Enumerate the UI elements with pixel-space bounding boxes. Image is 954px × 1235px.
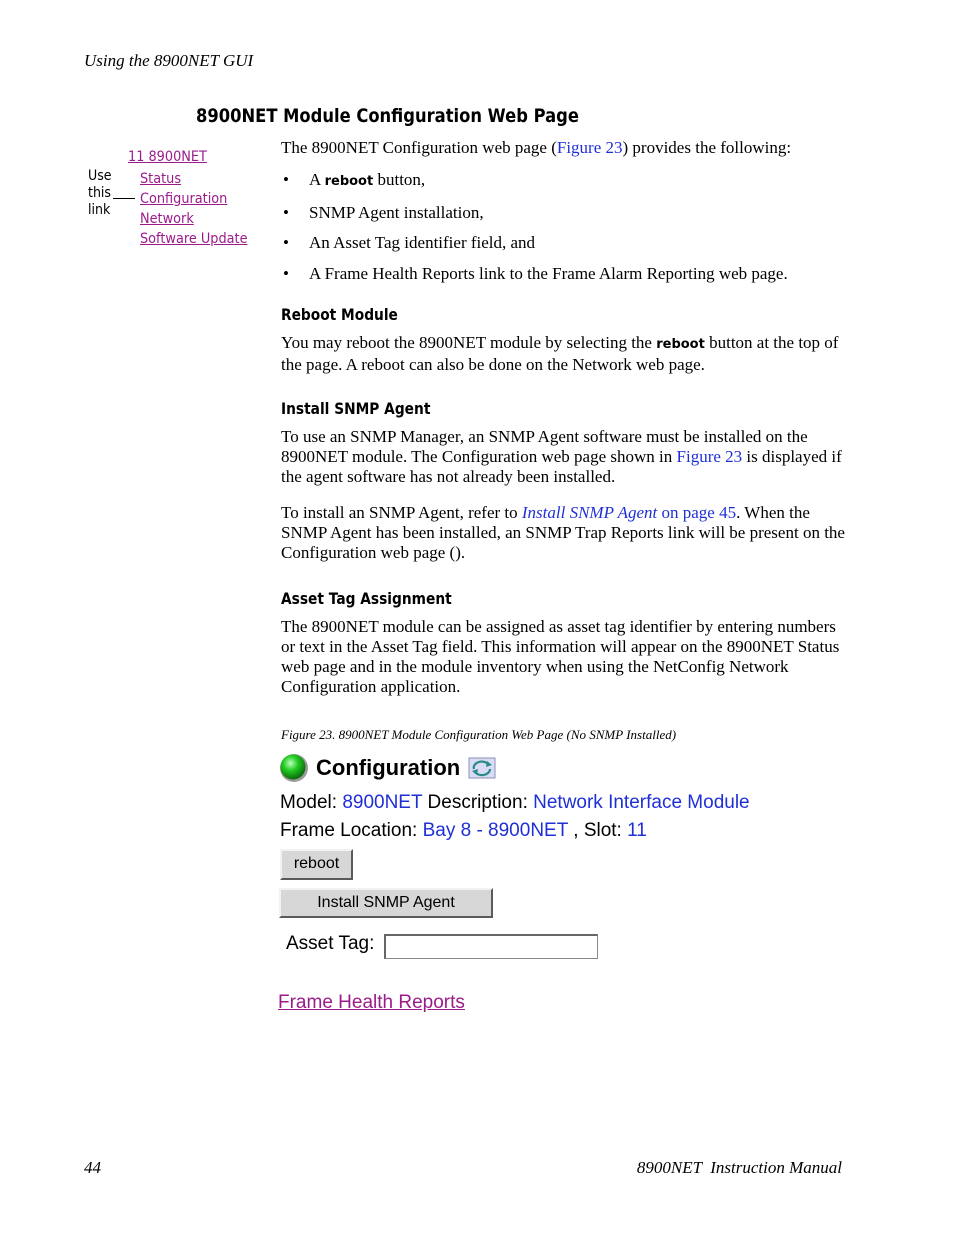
- reboot-heading: Reboot Module: [281, 305, 398, 324]
- leader-line: [113, 198, 135, 199]
- asset-paragraph: The 8900NET module can be assigned as asset tag identifier by entering numbers or text in the Asset Tag field. This information will appear on the 8900NET Status web page and in the module inventory when using the NetConfig Network Configuration application.: [281, 617, 840, 696]
- nav-note-use: Use: [88, 168, 112, 184]
- install-snmp-agent-button[interactable]: Install SNMP Agent: [279, 888, 493, 918]
- reboot-command: reboot: [324, 174, 374, 189]
- figure-link[interactable]: Figure 23: [556, 138, 623, 157]
- feature-list: [281, 170, 861, 294]
- bullet-icon: •: [283, 233, 289, 252]
- description-value: Network Interface Module: [533, 792, 750, 813]
- reboot-paragraph: You may reboot the 8900NET module by selecting the reboot button at the top of the page. A reboot can also be done on the Network web page.: [281, 333, 839, 374]
- location-line: Frame Location: Bay 8 - 8900NET , Slot: 11: [280, 820, 647, 841]
- list-item: • A Frame Health Reports link to the Frame Alarm Reporting web page.: [283, 263, 788, 283]
- snmp-paragraph-2: To install an SNMP Agent, refer to Install SNMP Agent on page 45. When the SNMP Agent has been installed, an SNMP Trap Reports link will be present on the Configuration web page ().: [281, 503, 845, 562]
- frame-location-value: Bay 8 - 8900NET: [422, 820, 568, 841]
- page-link[interactable]: on page 45: [657, 503, 737, 522]
- snmp-heading: Install SNMP Agent: [281, 399, 431, 418]
- page-number: 44: [84, 1158, 101, 1177]
- nav-link-status[interactable]: Status: [140, 171, 182, 187]
- intro-text-end: ) provides the following:: [622, 138, 792, 157]
- nav-note-link: link: [88, 202, 111, 218]
- asset-tag-input[interactable]: [384, 934, 598, 959]
- intro-text: The 8900NET Configuration web page (: [281, 138, 557, 157]
- bullet-icon: •: [283, 170, 289, 189]
- asset-tag-label: Asset Tag:: [286, 933, 375, 954]
- snmp-paragraph-1: To use an SNMP Manager, an SNMP Agent software must be installed on the 8900NET module. The Configuration web page shown in Figure 23 is displayed if the agent software has not already been installed.: [281, 427, 842, 486]
- intro-paragraph: [281, 138, 851, 158]
- nav-note-this: this: [88, 185, 111, 201]
- model-line: Model: 8900NET Description: Network Interface Module: [280, 792, 750, 813]
- nav-link-module[interactable]: 11 8900NET: [128, 149, 207, 165]
- nav-link-configuration[interactable]: Configuration: [140, 191, 228, 207]
- asset-heading: Asset Tag Assignment: [281, 589, 452, 608]
- refresh-icon[interactable]: [468, 757, 496, 779]
- slot-value: 11: [627, 820, 647, 841]
- manual-title: 8900NET Instruction Manual: [636, 1158, 842, 1177]
- bullet-icon: •: [283, 202, 289, 222]
- running-head: Using the 8900NET GUI: [84, 51, 254, 70]
- list-item: • An Asset Tag identifier field, and: [283, 233, 536, 252]
- list-item: • A reboot button,: [283, 170, 426, 189]
- config-page-title: Configuration: [316, 755, 461, 780]
- status-led-icon: [278, 752, 310, 784]
- bullet-icon: •: [283, 263, 289, 283]
- model-value: 8900NET: [342, 792, 423, 813]
- reboot-command: reboot: [656, 337, 705, 352]
- figure-caption: Figure 23. 8900NET Module Configuration Web Page (No SNMP Installed): [281, 727, 677, 742]
- frame-health-reports-link[interactable]: Frame Health Reports: [278, 992, 465, 1013]
- section-title: 8900NET Module Configuration Web Page: [196, 105, 579, 127]
- nav-excerpt: [88, 148, 268, 258]
- nav-link-network[interactable]: Network: [140, 211, 194, 227]
- reboot-button[interactable]: reboot: [280, 849, 353, 880]
- list-item: • SNMP Agent installation,: [283, 202, 484, 222]
- figure-link[interactable]: Figure 23: [676, 447, 743, 466]
- nav-link-software-update[interactable]: Software Update: [140, 231, 248, 247]
- install-snmp-link[interactable]: Install SNMP Agent: [521, 503, 658, 522]
